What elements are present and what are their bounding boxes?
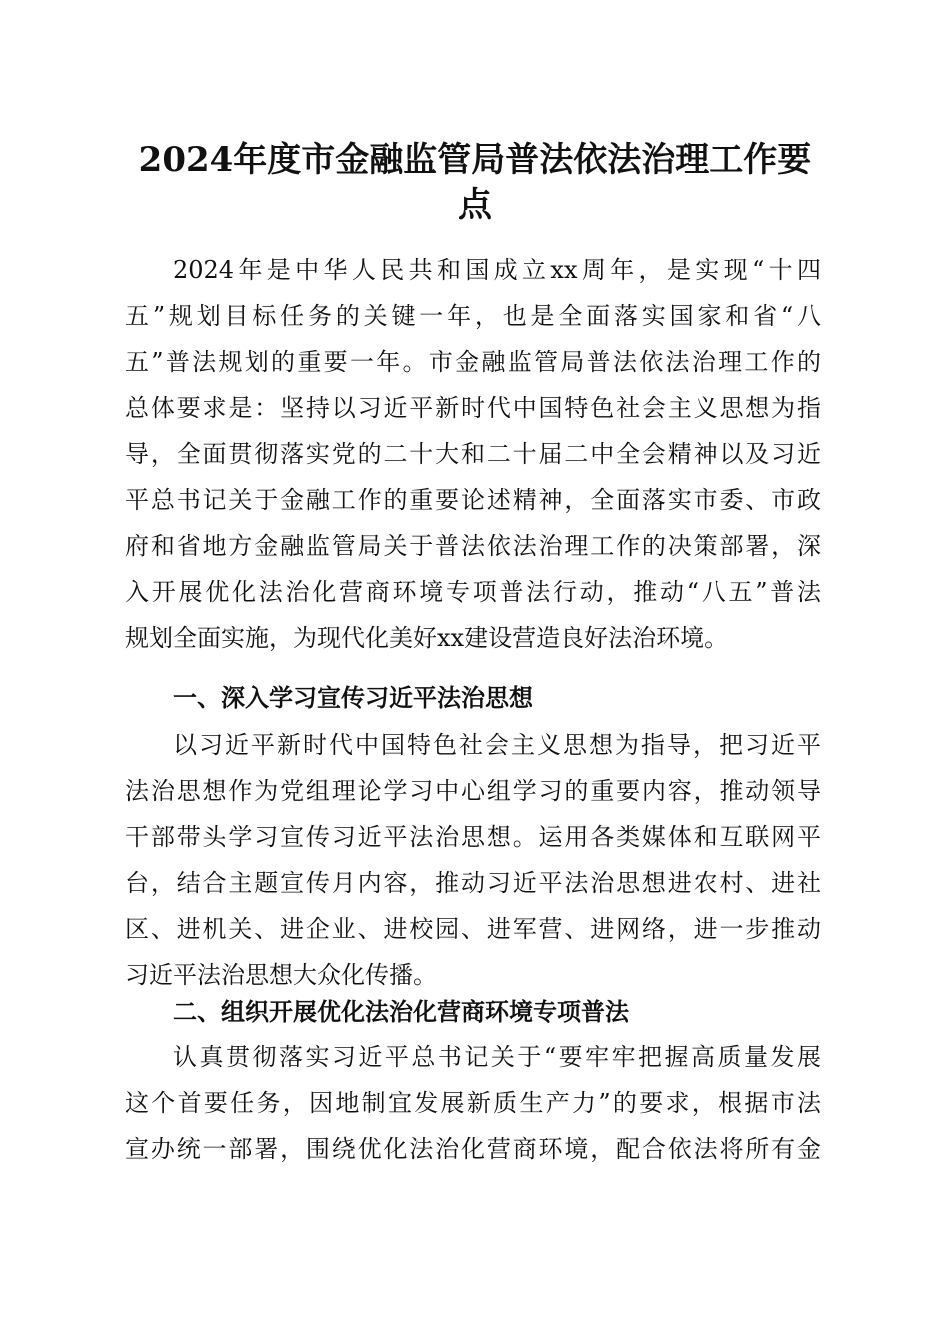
section-1-line: 区、进机关、进企业、进校园、进军营、进网络，进一步推动 [125,915,821,943]
intro-line: 五”规划目标任务的关键一年，也是全面落实国家和省“八 [125,302,821,330]
section-1-line: 习近平法治思想大众化传播。 [125,961,437,989]
section-1-line: 台，结合主题宣传月内容，推动习近平法治思想进农村、进社 [125,869,821,897]
intro-line: 府和省地方金融监管局关于普法依法治理工作的决策部署，深 [125,532,821,560]
section-1-line: 以习近平新时代中国特色社会主义思想为指导，把习近平 [173,731,821,759]
section-2-line: 宣办统一部署，围绕优化法治化营商环境，配合依法将所有金 [125,1135,821,1163]
document-title-line-2: 点 [458,185,492,225]
section-1-heading: 一、深入学习宣传习近平法治思想 [173,684,533,712]
intro-line: 导，全面贯彻落实党的二十大和二十届二中全会精神以及习近 [125,440,821,468]
section-2-line: 这个首要任务，因地制宜发展新质生产力”的要求，根据市法 [125,1089,821,1117]
intro-line: 入开展优化法治化营商环境专项普法行动，推动“八五”普法 [125,578,821,606]
intro-line: 总体要求是：坚持以习近平新时代中国特色社会主义思想为指 [125,394,821,422]
section-1-line: 干部带头学习宣传习近平法治思想。运用各类媒体和互联网平 [125,823,821,851]
intro-line: 平总书记关于金融工作的重要论述精神，全面落实市委、市政 [125,486,821,514]
intro-line: 五”普法规划的重要一年。市金融监管局普法依法治理工作的 [125,348,821,376]
section-2-heading: 二、组织开展优化法治化营商环境专项普法 [173,998,629,1026]
section-2-line: 认真贯彻落实习近平总书记关于“要牢牢把握高质量发展 [173,1043,821,1071]
document-title-line-1: 2024年度市金融监管局普法依法治理工作要 [138,140,812,180]
intro-line: 2024年是中华人民共和国成立xx周年，是实现“十四 [173,256,821,284]
intro-line: 规划全面实施，为现代化美好xx建设营造良好法治环境。 [125,624,729,652]
section-1-line: 法治思想作为党组理论学习中心组学习的重要内容，推动领导 [125,777,821,805]
